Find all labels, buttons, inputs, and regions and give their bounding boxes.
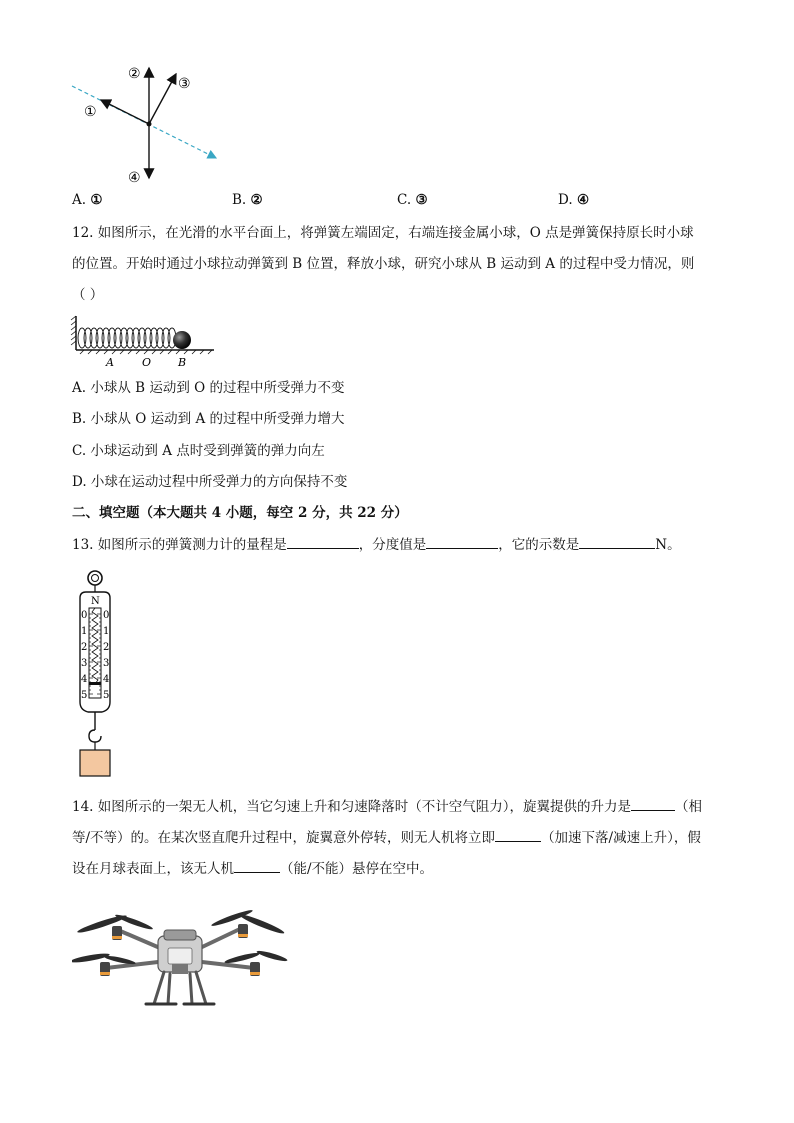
- q13-stem: [72, 534, 681, 555]
- q14-text-1: 14. 如图所示的一架无人机，当它匀速上升和匀速降落时（不计空气阻力），旋翼提供的升力是: [72, 799, 632, 815]
- force-arrow-1: [101, 100, 149, 124]
- q11-option-value: ①: [90, 192, 103, 208]
- q11-option-a[interactable]: [72, 192, 102, 208]
- q11-option-c[interactable]: [397, 192, 428, 208]
- q13-text-2: ，分度值是: [358, 537, 427, 553]
- q14-blank-hover[interactable]: [234, 858, 280, 873]
- point-o-label: O: [142, 356, 152, 369]
- section-2-title: 二、填空题（本大题共 4 小题，每空 2 分，共 22 分）: [72, 505, 408, 521]
- q14-text-3: 等/不等）的。在某次竖直爬升过程中，旋翼意外停转，则无人机将立即: [72, 830, 496, 846]
- right-tick-5: 5: [103, 690, 110, 701]
- metal-ball: [173, 331, 191, 349]
- q11-option-key: D.: [558, 192, 573, 208]
- right-tick-4: 4: [103, 674, 110, 685]
- label-1: ①: [84, 104, 97, 120]
- label-4: ④: [128, 170, 141, 186]
- q13-text-3: ，它的示数是: [498, 537, 580, 553]
- q13-blank-range[interactable]: [287, 534, 359, 549]
- left-tick-1: 1: [81, 626, 88, 637]
- q14-line-1: [72, 796, 702, 817]
- left-tick-3: 3: [81, 658, 88, 669]
- label-2: ②: [128, 66, 141, 82]
- q11-option-value: ④: [576, 192, 590, 208]
- q11-option-value: ②: [250, 192, 263, 208]
- right-tick-1: 1: [103, 626, 110, 637]
- q11-force-diagram: [68, 60, 228, 188]
- q14-text-4: （加速下落/减速上升），假: [541, 830, 701, 846]
- q14-line-3: [72, 858, 433, 879]
- action-point: [147, 122, 152, 127]
- q12-option-c[interactable]: C. 小球运动到 A 点时受到弹簧的弹力向左: [72, 443, 325, 459]
- label-3: ③: [178, 76, 191, 92]
- drone-image: [72, 900, 288, 1012]
- q14-line-2: [72, 827, 701, 848]
- force-arrow-3: [149, 74, 176, 124]
- q11-option-key: A.: [72, 192, 87, 208]
- q11-option-key: B.: [232, 192, 247, 208]
- q11-option-b[interactable]: [232, 192, 263, 208]
- q14-text-5: 设在月球表面上，该无人机: [72, 861, 234, 877]
- point-a-label: A: [106, 356, 114, 369]
- left-tick-5: 5: [81, 690, 88, 701]
- q12-option-b[interactable]: B. 小球从 O 运动到 A 的过程中所受弹力增大: [72, 411, 345, 427]
- q11-option-key: C.: [397, 192, 412, 208]
- left-tick-2: 2: [81, 642, 88, 653]
- q11-option-d[interactable]: [558, 192, 589, 208]
- q13-blank-reading[interactable]: [579, 534, 655, 549]
- unit-label: N: [91, 596, 100, 607]
- point-b-label: B: [178, 356, 187, 369]
- hook: [89, 730, 101, 742]
- q13-text-4: N。: [655, 537, 681, 553]
- q13-text-1: 13. 如图所示的弹簧测力计的量程是: [72, 537, 287, 553]
- spring-scale-figure: [70, 568, 126, 782]
- q11-option-value: ③: [415, 192, 428, 208]
- top-ring: [88, 571, 102, 585]
- q12-option-a[interactable]: A. 小球从 B 运动到 O 的过程中所受弹力不变: [72, 380, 345, 396]
- right-tick-0: 0: [103, 610, 110, 621]
- right-tick-2: 2: [103, 642, 110, 653]
- right-tick-3: 3: [103, 658, 110, 669]
- q14-text-6: （能/不能）悬停在空中。: [280, 861, 434, 877]
- q12-stem-line-3: （ ）: [72, 287, 104, 303]
- q13-blank-division[interactable]: [426, 534, 498, 549]
- q14-blank-motion[interactable]: [495, 827, 541, 842]
- q12-spring-diagram: [70, 312, 220, 372]
- q14-blank-lift[interactable]: [631, 796, 675, 811]
- left-tick-0: 0: [81, 610, 88, 621]
- spring: [78, 328, 176, 348]
- weight-block: [80, 750, 110, 776]
- q12-stem-line-1: 12. 如图所示，在光滑的水平台面上，将弹簧左端固定，右端连接金属小球，O 点是弹簧保持原长时小球: [72, 225, 694, 241]
- q14-text-2: （相: [675, 799, 703, 815]
- q12-stem-line-2: 的位置。开始时通过小球拉动弹簧到 B 位置，释放小球，研究小球从 B 运动到 A 的过程中受力情况，则: [72, 256, 695, 272]
- q12-option-d[interactable]: D. 小球在运动过程中所受弹力的方向保持不变: [72, 474, 348, 490]
- left-tick-4: 4: [81, 674, 88, 685]
